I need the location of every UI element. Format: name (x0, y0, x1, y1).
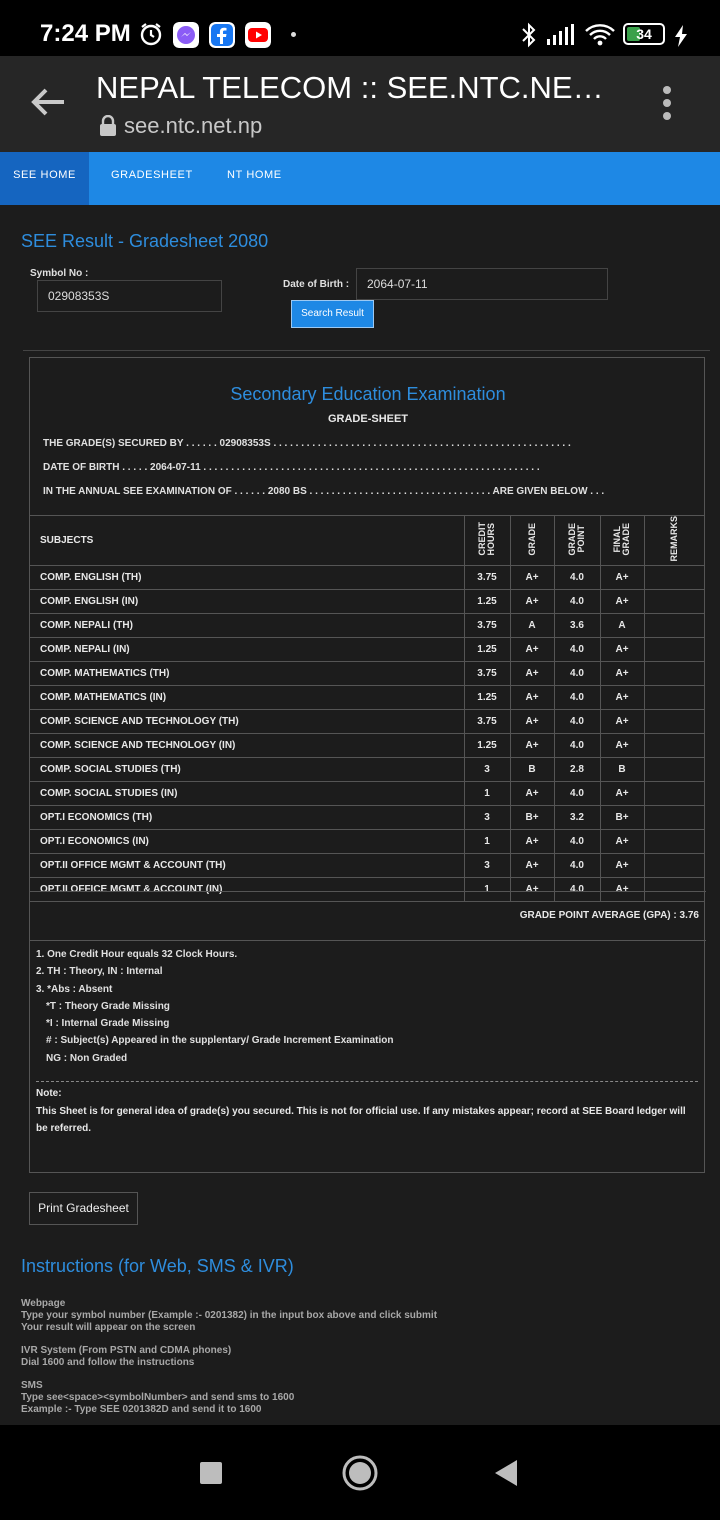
sheet-title: Secondary Education Examination (230, 384, 506, 404)
dob-label: Date of Birth : (283, 279, 350, 290)
final-grade-cell: A+ (600, 781, 644, 805)
final-grade-cell: A+ (600, 877, 644, 901)
subject-cell: COMP. SCIENCE AND TECHNOLOGY (TH) (30, 709, 464, 733)
instr-line: Webpage (21, 1298, 66, 1309)
battery-icon (623, 23, 665, 45)
table-row (30, 613, 705, 637)
table-row (30, 733, 705, 757)
note-text: This Sheet is for general idea of grade(s) you secured. This is not for official use. If any mistakes appear; record at SEE Board ledger will be referred. (36, 1105, 686, 1134)
bluetooth-icon (520, 22, 538, 48)
instr-line: Your result will appear on the screen (21, 1322, 196, 1333)
table-row (30, 805, 705, 829)
subject-cell: COMP. MATHEMATICS (TH) (30, 661, 464, 685)
table-row (30, 565, 705, 589)
header-remarks: REMARKS (669, 516, 680, 562)
home-icon[interactable] (341, 1454, 379, 1492)
credit-cell: 1.25 (464, 637, 510, 661)
final-grade-cell: B+ (600, 805, 644, 829)
grades-table (30, 515, 705, 902)
remarks-cell (644, 613, 705, 637)
subject-cell: COMP. SOCIAL STUDIES (TH) (30, 757, 464, 781)
remarks-cell (644, 781, 705, 805)
table-row (30, 637, 705, 661)
credit-cell: 3 (464, 853, 510, 877)
final-grade-cell: A (600, 613, 644, 637)
print-gradesheet-button[interactable]: Print Gradesheet (29, 1192, 138, 1225)
instructions-ivr (21, 1345, 231, 1369)
dashed-divider (36, 1081, 698, 1082)
subject-cell: COMP. ENGLISH (IN) (30, 589, 464, 613)
remarks-cell (644, 685, 705, 709)
grade-cell: A+ (510, 661, 554, 685)
sheet-subtitle: GRADE-SHEET (327, 413, 409, 425)
grade-point-cell: 4.0 (554, 853, 600, 877)
instructions-title: Instructions (for Web, SMS & IVR) (21, 1256, 294, 1276)
table-row (30, 685, 705, 709)
remarks-cell (644, 637, 705, 661)
subject-cell: COMP. NEPALI (IN) (30, 637, 464, 661)
remarks-cell (644, 853, 705, 877)
grade-point-cell: 4.0 (554, 709, 600, 733)
search-result-button[interactable]: Search Result (291, 300, 374, 328)
grade-point-cell: 4.0 (554, 733, 600, 757)
grade-cell: A+ (510, 565, 554, 589)
note-item: NG : Non Graded (46, 1052, 128, 1064)
grade-cell: A+ (510, 781, 554, 805)
notification-dot (291, 32, 296, 37)
grade-cell: A+ (510, 589, 554, 613)
dob-line: DATE OF BIRTH . . . . . 2064-07-11 . . . . . . . . . . . . . . . . . . . . . . . . . . . . . . . . . . . . . . . . . . . . . . . . . . . . . . . . . . . . . (43, 462, 540, 473)
status-bar (0, 0, 720, 56)
recents-icon[interactable] (199, 1461, 223, 1485)
gpa-value: GRADE POINT AVERAGE (GPA) : 3.76 (519, 910, 699, 921)
subject-cell: COMP. NEPALI (TH) (30, 613, 464, 637)
remarks-cell (644, 709, 705, 733)
symbol-label: Symbol No : (30, 268, 89, 279)
table-row (30, 853, 705, 877)
back-arrow-icon[interactable] (30, 86, 66, 118)
grade-point-cell: 3.6 (554, 613, 600, 637)
grade-cell: B+ (510, 805, 554, 829)
result-heading: SEE Result - Gradesheet 2080 (21, 231, 269, 251)
credit-cell: 1.25 (464, 685, 510, 709)
credit-cell: 3.75 (464, 709, 510, 733)
note-item: *T : Theory Grade Missing (46, 1000, 170, 1012)
url-text[interactable]: see.ntc.net.np (124, 113, 263, 138)
note-item: 2. TH : Theory, IN : Internal (36, 966, 163, 978)
credit-cell: 3 (464, 805, 510, 829)
instr-line: Dial 1600 and follow the instructions (21, 1357, 195, 1368)
note-item: *I : Internal Grade Missing (46, 1018, 170, 1030)
dob-input[interactable]: 2064-07-11 (356, 268, 608, 300)
page-title: NEPAL TELECOM :: SEE.NTC.NE… (96, 70, 604, 105)
instructions-sms (21, 1380, 294, 1416)
grade-cell: A+ (510, 877, 554, 901)
header-grade: GRADE (526, 522, 537, 556)
grade-cell: A+ (510, 829, 554, 853)
grade-point-cell: 4.0 (554, 829, 600, 853)
instr-line: SMS (21, 1380, 43, 1391)
table-row (30, 589, 705, 613)
remarks-cell (644, 829, 705, 853)
grade-point-cell: 4.0 (554, 589, 600, 613)
subject-cell: OPT.I ECONOMICS (TH) (30, 805, 464, 829)
battery-level: 34 (636, 26, 652, 42)
grade-cell: A (510, 613, 554, 637)
clock: 7:24 PM (40, 20, 131, 47)
credit-cell: 3.75 (464, 613, 510, 637)
divider (23, 350, 710, 351)
final-grade-cell: B (600, 757, 644, 781)
subject-cell: OPT.II OFFICE MGMT & ACCOUNT (TH) (30, 853, 464, 877)
site-nav (0, 152, 720, 205)
subject-cell: COMP. MATHEMATICS (IN) (30, 685, 464, 709)
nav-nt-home[interactable]: NT HOME (227, 169, 282, 181)
grade-point-cell: 4.0 (554, 685, 600, 709)
system-nav-bar (0, 1425, 720, 1520)
youtube-icon (245, 22, 271, 48)
notes-list (36, 946, 394, 1067)
final-grade-cell: A+ (600, 829, 644, 853)
instr-line: Example :- Type SEE 0201382D and send it to 1600 (21, 1404, 262, 1415)
final-grade-cell: A+ (600, 589, 644, 613)
lock-icon (99, 115, 117, 137)
grade-cell: A+ (510, 733, 554, 757)
instructions-webpage (21, 1298, 437, 1334)
symbol-input[interactable]: 02908353S (37, 280, 222, 312)
credit-cell: 1 (464, 781, 510, 805)
credit-cell: 1 (464, 877, 510, 901)
credit-cell: 3 (464, 757, 510, 781)
grade-point-cell: 4.0 (554, 877, 600, 901)
instr-line: Type your symbol number (Example :- 0201382) in the input box above and click submit (21, 1310, 438, 1321)
note-label: Note: (36, 1088, 62, 1099)
subject-cell: OPT.I ECONOMICS (IN) (30, 829, 464, 853)
signal-icon (546, 24, 576, 46)
facebook-icon (209, 22, 235, 48)
final-grade-cell: A+ (600, 709, 644, 733)
grade-cell: A+ (510, 709, 554, 733)
credit-cell: 3.75 (464, 661, 510, 685)
remarks-cell (644, 757, 705, 781)
nav-gradesheet[interactable]: GRADESHEET (111, 169, 193, 181)
credit-cell: 3.75 (464, 565, 510, 589)
remarks-cell (644, 805, 705, 829)
final-grade-cell: A+ (600, 661, 644, 685)
grade-cell: A+ (510, 637, 554, 661)
header-grade-point: GRADE POINT (567, 522, 586, 556)
remarks-cell (644, 661, 705, 685)
grade-cell: B (510, 757, 554, 781)
gradesheet (29, 357, 705, 1173)
exam-line: IN THE ANNUAL SEE EXAMINATION OF . . . . . . 2080 BS . . . . . . . . . . . . . . . . . . . . . . . . . . . . . . . . . ARE GIVEN BELOW . . . (43, 486, 605, 497)
note-item: # : Subject(s) Appeared in the supplentary/ Grade Increment Examination (46, 1035, 394, 1047)
grade-point-cell: 4.0 (554, 661, 600, 685)
credit-cell: 1.25 (464, 733, 510, 757)
credit-cell: 1.25 (464, 589, 510, 613)
grade-point-cell: 4.0 (554, 637, 600, 661)
table-row (30, 661, 705, 685)
remarks-cell (644, 589, 705, 613)
table-row (30, 829, 705, 853)
messenger-icon (173, 22, 199, 48)
credit-cell: 1 (464, 829, 510, 853)
final-grade-cell: A+ (600, 565, 644, 589)
final-grade-cell: A+ (600, 685, 644, 709)
table-row (30, 781, 705, 805)
final-grade-cell: A+ (600, 853, 644, 877)
note-item: 1. One Credit Hour equals 32 Clock Hours. (36, 949, 238, 960)
nav-see-home[interactable]: SEE HOME (0, 152, 89, 205)
alarm-icon (138, 21, 164, 47)
grade-cell: A+ (510, 853, 554, 877)
final-grade-cell: A+ (600, 637, 644, 661)
subject-cell: COMP. ENGLISH (TH) (30, 565, 464, 589)
subject-cell: COMP. SCIENCE AND TECHNOLOGY (IN) (30, 733, 464, 757)
table-row (30, 757, 705, 781)
header-credit-hours: CREDIT HOURS (477, 522, 496, 556)
header-final-grade: FINAL GRADE (612, 522, 631, 556)
remarks-cell (644, 733, 705, 757)
remarks-cell (644, 565, 705, 589)
subject-cell: OPT.II OFFICE MGMT & ACCOUNT (IN) (30, 877, 464, 901)
grade-point-cell: 3.2 (554, 805, 600, 829)
secured-by-line: THE GRADE(S) SECURED BY . . . . . . 02908353S . . . . . . . . . . . . . . . . . . . . . . . . . . . . . . . . . . . . . . . . . . . . . . . . . . . . . . (43, 438, 571, 449)
gpa-row (30, 891, 706, 941)
wifi-icon (584, 22, 616, 48)
grade-point-cell: 2.8 (554, 757, 600, 781)
overflow-menu-icon[interactable] (663, 86, 673, 125)
instr-line: Type see<space><symbolNumber> and send sms to 1600 (21, 1392, 295, 1403)
note-item: 3. *Abs : Absent (36, 983, 113, 995)
charging-icon (674, 25, 688, 47)
grade-cell: A+ (510, 685, 554, 709)
disclaimer (36, 1085, 691, 1138)
table-row (30, 709, 705, 733)
header-subjects: SUBJECTS (30, 516, 464, 566)
instr-line: IVR System (From PSTN and CDMA phones) (21, 1345, 232, 1356)
final-grade-cell: A+ (600, 733, 644, 757)
subject-cell: COMP. SOCIAL STUDIES (IN) (30, 781, 464, 805)
back-nav-icon[interactable] (494, 1459, 518, 1487)
table-header-row (30, 516, 705, 566)
grade-point-cell: 4.0 (554, 565, 600, 589)
grade-point-cell: 4.0 (554, 781, 600, 805)
